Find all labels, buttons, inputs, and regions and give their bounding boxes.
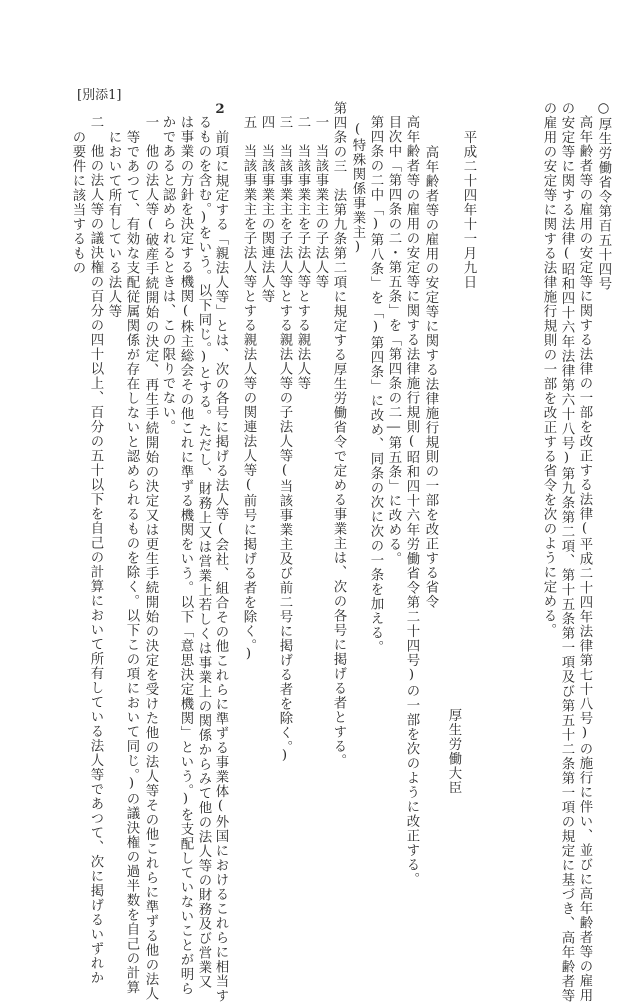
preamble-line-2: の安定等に関する法律(昭和四十六年法律第六十八号)第九条第二項、第十五条第一項及び第五十二条第一項の規定に基づき、高年齢者等 (559, 101, 574, 1003)
p2-item-1-line-2: 等であつて、有効な支配従属関係が存在しないと認められるものを除く。以下この項において同じ。)の議決権の過半数を自己の計算 (124, 130, 139, 995)
p2-item-1-line-3: において所有している法人等 (106, 130, 121, 319)
attachment-label: [別添1] (77, 88, 122, 103)
amendment-1: 目次中「第四条の二・第五条」を「第四条の二―第五条」に改める。 (386, 115, 401, 567)
p2-item-2-line-1: 二 他の法人等の議決権の百分の四十以上、百分の五十以下を自己の計算において所有している法人等であつて、次に掲げるいずれか (88, 115, 103, 985)
p2-item-1-line-1: 一 他の法人等(破産手続開始の決定、再生手続開始の決定又は更生手続開始の決定を受けた他の法人等その他これらに準ずる他の法人 (143, 115, 158, 1002)
item-2: 二 当該事業主を子法人等とする親法人等 (295, 115, 310, 391)
item-3: 三 当該事業主を子法人等とする親法人等の子法人等(当該事業主及び前二号に掲げる者を除く。) (277, 115, 292, 764)
paragraph-2-line-3: は事業の方針を決定する機関(株主総会その他これに準ずる機関をいう。以下「意思決定機関」という。)を支配していないことが明ら (178, 115, 193, 996)
preamble-line-3: の雇用の安定等に関する法律施行規則の一部を改正する省令を次のように定める。 (541, 101, 556, 638)
p2-item-2-line-2: の要件に該当するもの (70, 130, 85, 275)
amendment-2: 第四条の二中「)第八条」を「)第四条」に改め、同条の次に次の一条を加える。 (368, 115, 383, 655)
item-1: 一 当該事業主の子法人等 (313, 115, 328, 289)
section-heading: (特殊関係事業主) (350, 122, 365, 256)
ordinance-title: 高年齢者等の雇用の安定等に関する法律施行規則の一部を改正する省令 (423, 145, 438, 609)
enactment-date: 平成二十四年十一月九日 (461, 130, 476, 290)
paragraph-2-number: 2 (212, 101, 228, 119)
paragraph-2-line-4: かであると認められるときは、この限りでない。 (160, 115, 175, 434)
item-5: 五 当該事業主を子法人等とする親法人等の関連法人等(前号に掲げる者を除く。) (241, 115, 256, 663)
paragraph-2-line-1: 前項に規定する「親法人等」とは、次の各号に掲げる法人等(会社、組合その他これらに準ずる事業体(外国におけるこれらに相当す (213, 130, 228, 1003)
ordinance-number: ○厚生労働省令第百五十四号 (596, 101, 611, 292)
item-4: 四 当該事業主の関連法人等 (259, 115, 274, 304)
amendment-intro: 高年齢者等の雇用の安定等に関する法律施行規則(昭和四十六年労働省令第二十四号)の一部を次のように改正する。 (404, 115, 419, 887)
paragraph-2-line-2: るものを含む。)をいう。以下同じ。)とする。ただし、財務上又は営業上若しくは事業上の関係からみて他の法人等の財務及び営業又 (196, 115, 211, 990)
signatory: 厚生労働大臣 (446, 708, 461, 795)
preamble-line-1: 高年齢者等の雇用の安定等に関する法律の一部を改正する法律(平成二十四年法律第七十八号)の施行に伴い、並びに高年齢者等の雇用 (577, 115, 592, 1003)
article-4-3: 第四条の三 法第九条第二項に規定する厚生労働省令で定める事業主は、次の各号に掲げる者とする。 (331, 101, 346, 768)
